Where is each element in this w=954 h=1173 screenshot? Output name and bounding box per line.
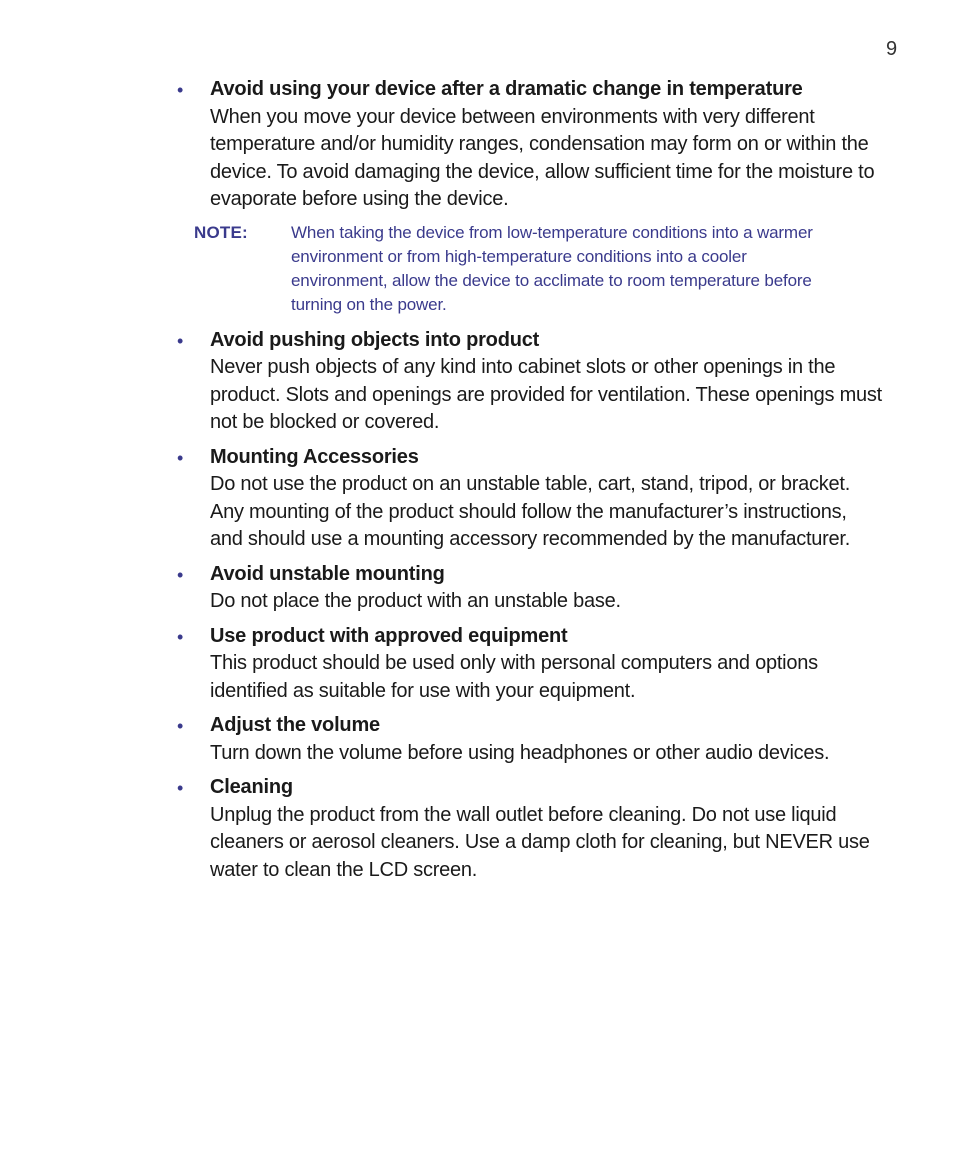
- item-text: When you move your device between environments with very different temperature and/or humidity ranges, condensation may form on or within the device. To avoid damaging the device, allow sufficient time for the moisture to evaporate before using the device.: [210, 105, 875, 210]
- note-block: [194, 221, 834, 317]
- item-heading: Cleaning: [210, 776, 293, 798]
- bullet-icon: •: [177, 447, 184, 468]
- bullet-icon: •: [177, 626, 184, 647]
- item-text: Do not place the product with an unstable base.: [210, 590, 621, 612]
- note-label: NOTE:: [194, 222, 248, 242]
- list-item-unstable-mounting: [177, 561, 882, 616]
- list-item-temperature: [177, 76, 882, 214]
- list-item-volume: [177, 712, 882, 767]
- bullet-icon: •: [177, 778, 184, 798]
- item-text: Do not use the product on an unstable table, cart, stand, tripod, or bracket. Any mounting of the product should follow the manufacturer’s instructions, and should use a mounting accessory recommended by the manufacturer.: [210, 473, 851, 550]
- item-text: Turn down the volume before using headphones or other audio devices.: [210, 741, 830, 764]
- item-heading: Mounting Accessories: [210, 445, 419, 468]
- bullet-icon: •: [177, 716, 184, 736]
- item-heading: Adjust the volume: [210, 714, 380, 736]
- list-item-pushing-objects: [177, 327, 882, 437]
- bullet-icon: •: [177, 564, 184, 585]
- item-heading: Avoid unstable mounting: [210, 562, 445, 585]
- item-text: Unplug the product from the wall outlet before cleaning. Do not use liquid cleaners or aerosol cleaners. Use a damp cloth for cleaning, but NEVER use water to clean the LCD screen.: [210, 803, 870, 881]
- item-text: This product should be used only with personal computers and options identified as suitable for use with your equipment.: [210, 652, 818, 702]
- note-text: When taking the device from low-temperature conditions into a warmer environment or from high-temperature conditions into a cooler environment, allow the device to acclimate to room temperature before turning on the power.: [291, 222, 813, 314]
- safety-list: [0, 76, 954, 891]
- bullet-icon: •: [177, 80, 184, 100]
- page-number: 9: [886, 38, 898, 60]
- item-text: Never push objects of any kind into cabinet slots or other openings in the product. Slots and openings are provided for ventilation. These openings must not be blocked or covered.: [210, 356, 882, 433]
- list-item-mounting-accessories: [177, 444, 882, 554]
- item-heading: Avoid pushing objects into product: [210, 328, 540, 351]
- list-item-cleaning: [177, 774, 882, 884]
- bullet-icon: •: [177, 330, 184, 351]
- list-item-approved-equipment: [177, 623, 882, 706]
- item-heading: Use product with approved equipment: [210, 624, 568, 647]
- item-heading: Avoid using your device after a dramatic change in temperature: [210, 78, 803, 100]
